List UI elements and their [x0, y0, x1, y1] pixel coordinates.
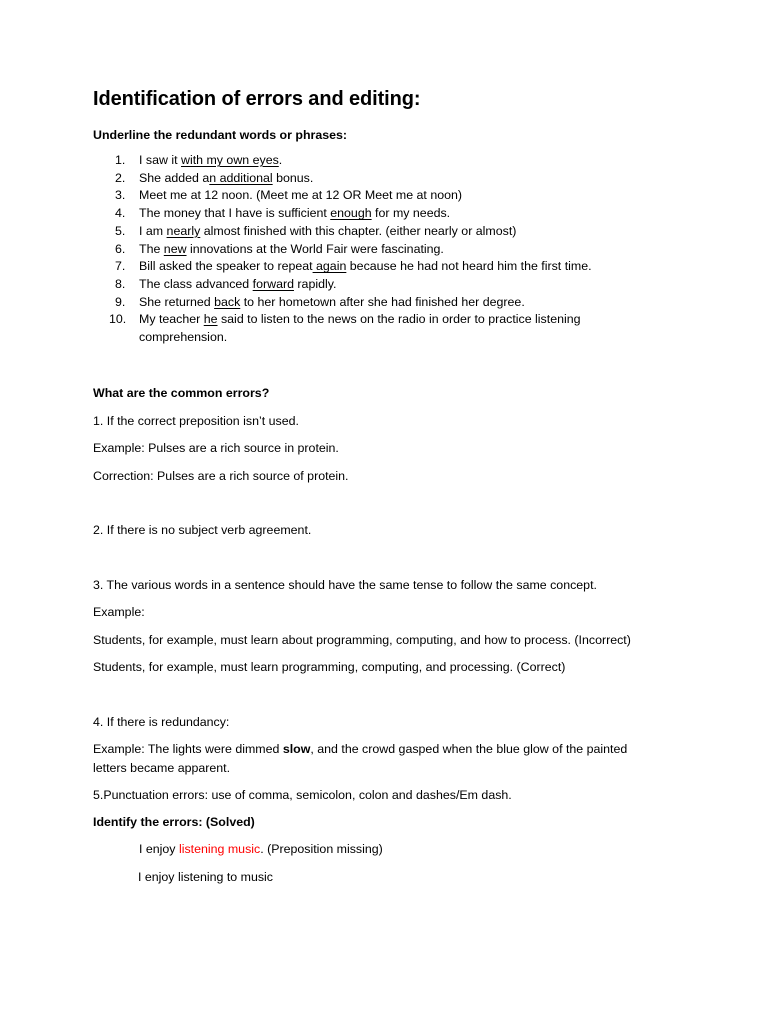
solved-example-1: I enjoy listening music. (Preposition missing): [139, 842, 383, 856]
error-point-1: 1. If the correct preposition isn’t used.: [93, 414, 299, 428]
error-point-2: 2. If there is no subject verb agreement.: [93, 523, 312, 537]
example-3-label: Example:: [93, 605, 145, 619]
list-item: 2. She added an additional bonus.: [115, 170, 314, 185]
redundancy-list: [93, 152, 693, 347]
error-highlight: listening music: [178, 842, 261, 856]
list-item: 8. The class advanced forward rapidly.: [115, 276, 337, 291]
example-4: Example: The lights were dimmed slow, and the crowd gasped when the blue glow of the painted letters became apparent.: [93, 742, 628, 775]
list-item: 3. Meet me at 12 noon. (Meet me at 12 OR Meet me at noon): [115, 188, 463, 203]
page-title: Identification of errors and editing:: [93, 88, 421, 110]
example-3-incorrect: Students, for example, must learn about programming, computing, and how to process. (Incorrect): [93, 633, 631, 647]
correction-1: Correction: Pulses are a rich source of protein.: [93, 469, 349, 483]
error-point-5: 5.Punctuation errors: use of comma, semicolon, colon and dashes/Em dash.: [93, 788, 512, 802]
list-item: 4. The money that I have is sufficient enough for my needs.: [115, 206, 451, 221]
list-item: 1. I saw it with my own eyes.: [115, 153, 283, 167]
list-item: 10. My teacher he said to listen to the news on the radio in order to practice listening comprehension.: [109, 312, 581, 345]
example-1: Example: Pulses are a rich source in protein.: [93, 441, 339, 455]
list-item: 5. I am nearly almost finished with this chapter. (either nearly or almost): [115, 223, 517, 238]
identify-heading: Identify the errors: (Solved): [93, 815, 255, 829]
list-item: 7. Bill asked the speaker to repeat again because he had not heard him the first time.: [115, 259, 592, 274]
error-point-4: 4. If there is redundancy:: [93, 715, 230, 729]
subheading: Underline the redundant words or phrases:: [93, 128, 348, 142]
error-point-3: 3. The various words in a sentence should have the same tense to follow the same concept.: [93, 578, 597, 592]
example-3-correct: Students, for example, must learn programming, computing, and processing. (Correct): [93, 660, 566, 674]
list-item: 9. She returned back to her hometown after she had finished her degree.: [115, 294, 525, 309]
list-item: 6. The new innovations at the World Fair were fascinating.: [115, 241, 444, 256]
common-errors-heading: What are the common errors?: [93, 386, 270, 400]
solved-example-2: I enjoy listening to music: [138, 870, 273, 884]
